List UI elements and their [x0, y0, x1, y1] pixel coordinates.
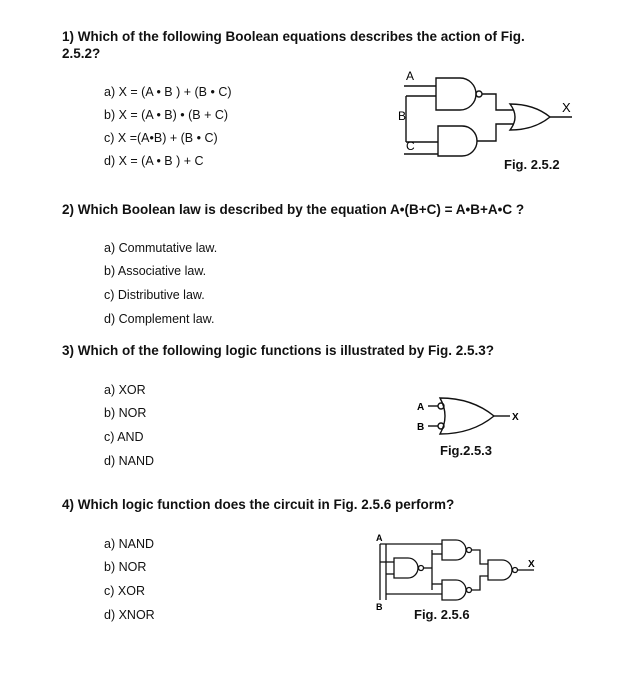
q4-option-d[interactable]: d) XNOR — [104, 608, 155, 622]
fig-2-5-2-circuit — [396, 66, 580, 162]
fig3-label-x: X — [512, 412, 519, 423]
fig6-label-x: X — [528, 559, 535, 570]
fig-2-5-6-caption: Fig. 2.5.6 — [414, 607, 470, 622]
fig6-label-b: B — [376, 602, 383, 612]
q4-option-b[interactable]: b) NOR — [104, 560, 147, 574]
q3-option-d[interactable]: d) NAND — [104, 454, 155, 468]
fig1-label-x: X — [562, 100, 571, 115]
fig3-label-a: A — [417, 402, 425, 413]
fig-2-5-6-circuit — [370, 532, 546, 612]
q4-option-a[interactable]: a) NAND — [104, 537, 155, 551]
question-3-text: 3) Which of the following logic functions is illustrated by Fig. 2.5.3? — [62, 343, 495, 358]
q2-option-b[interactable]: b) Associative law. — [104, 264, 207, 278]
fig1-label-c: C — [406, 139, 415, 153]
fig-2-5-3-circuit — [414, 394, 526, 438]
fig-2-5-2-caption: Fig. 2.5.2 — [504, 157, 560, 172]
q1-option-c[interactable]: c) X =(A•B) + (B • C) — [104, 131, 218, 145]
question-1-text: 1) Which of the following Boolean equations describes the action of Fig. 2.5.2? — [62, 29, 525, 61]
question-4-text: 4) Which logic function does the circuit in Fig. 2.5.6 perform? — [62, 497, 455, 512]
question-2-text: 2) Which Boolean law is described by the equation A•(B+C) = A•B+A•C ? — [62, 202, 525, 217]
q2-option-a[interactable]: a) Commutative law. — [104, 241, 218, 255]
fig3-label-b: B — [417, 422, 425, 433]
q3-option-c[interactable]: c) AND — [104, 430, 144, 444]
fig-2-5-3-caption: Fig.2.5.3 — [440, 443, 493, 458]
q4-option-c[interactable]: c) XOR — [104, 584, 145, 598]
fig1-label-b: B — [398, 109, 407, 123]
q1-option-d[interactable]: d) X = (A • B ) + C — [104, 154, 204, 168]
q1-option-a[interactable]: a) X = (A • B ) + (B • C) — [104, 85, 232, 99]
q3-option-a[interactable]: a) XOR — [104, 383, 146, 397]
q2-option-d[interactable]: d) Complement law. — [104, 312, 215, 326]
q3-option-b[interactable]: b) NOR — [104, 406, 147, 420]
fig1-label-a: A — [406, 69, 415, 83]
q2-option-c[interactable]: c) Distributive law. — [104, 288, 205, 302]
q1-option-b[interactable]: b) X = (A • B) • (B + C) — [104, 108, 229, 122]
fig6-label-a: A — [376, 533, 383, 543]
